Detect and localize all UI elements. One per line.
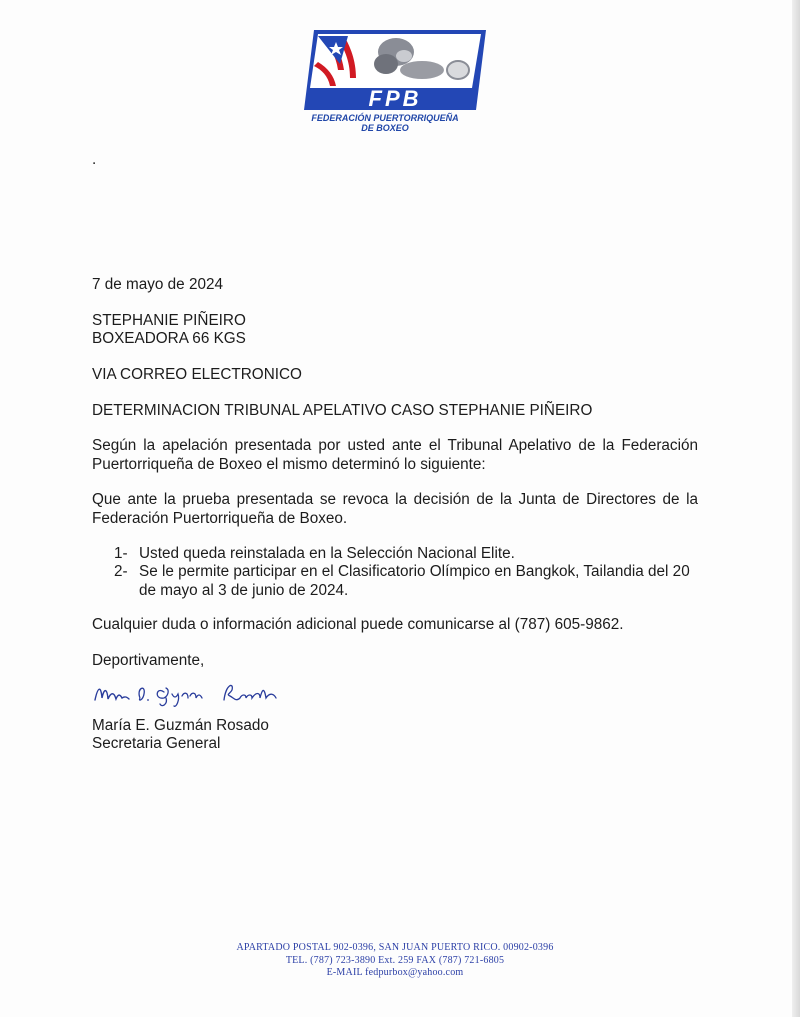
org-name-line1: FEDERACIÓN PUERTORRIQUEÑA: [311, 113, 459, 123]
signer-title: Secretaria General: [92, 735, 221, 752]
closing: Deportivamente,: [92, 652, 205, 669]
logo-letters: FPB: [368, 86, 422, 111]
stray-mark: .: [92, 151, 97, 168]
list-item-number: 2-: [114, 563, 128, 580]
list-item: [114, 544, 515, 563]
letter-date: 7 de mayo de 2024: [92, 276, 223, 293]
org-name: [300, 113, 470, 133]
list-item-number: 1-: [114, 545, 128, 562]
paragraph-revocation: Que ante la prueba presentada se revoca la decisión de la Junta de Directores de la Federación Puertorriqueña de Boxeo.: [92, 491, 698, 527]
list-item-text: Usted queda reinstalada en la Selección Nacional Elite.: [139, 545, 515, 562]
delivery-method: VIA CORREO ELECTRONICO: [92, 366, 302, 383]
signer-name: María E. Guzmán Rosado: [92, 717, 269, 734]
list-item-text: Se le permite participar en el Clasificatorio Olímpico en Bangkok, Tailandia del 20 de mayo al 3 de junio de 2024.: [139, 563, 690, 599]
footer-email: E-MAIL fedpurbox@yahoo.com: [326, 967, 464, 978]
footer-address: APARTADO POSTAL 902-0396, SAN JUAN PUERTO RICO. 00902-0396: [236, 942, 554, 953]
letterhead-footer: [0, 942, 790, 980]
list-item: [114, 562, 690, 599]
fpb-logo-emblem: [300, 26, 490, 118]
recipient-name: STEPHANIE PIÑEIRO: [92, 312, 246, 329]
page-edge: [792, 0, 800, 1017]
org-name-line2: DE BOXEO: [361, 123, 409, 133]
recipient-title: BOXEADORA 66 KGS: [92, 330, 246, 347]
handwritten-signature: [92, 678, 292, 717]
paragraph-appeal: Según la apelación presentada por usted ante el Tribunal Apelativo de la Federación Puertorriqueña de Boxeo el mismo determinó lo siguiente:: [92, 437, 698, 473]
footer-phone: TEL. (787) 723-3890 Ext. 259 FAX (787) 721-6805: [285, 954, 505, 966]
paragraph-contact: Cualquier duda o información adicional puede comunicarse al (787) 605-9862.: [92, 616, 624, 633]
letter-subject: DETERMINACION TRIBUNAL APELATIVO CASO STEPHANIE PIÑEIRO: [92, 402, 593, 419]
